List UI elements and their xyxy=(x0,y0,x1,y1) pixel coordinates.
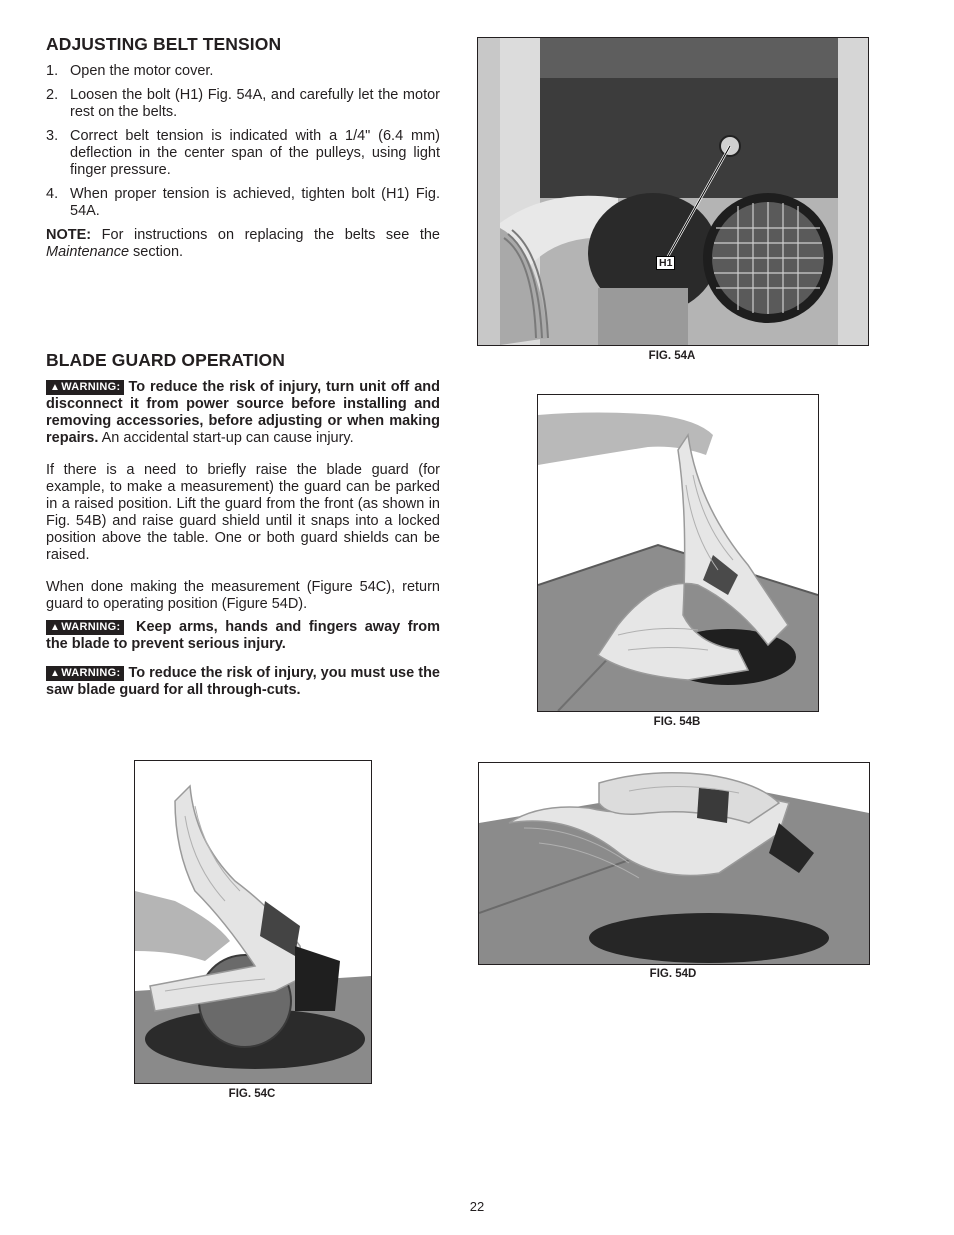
warning-paragraph-1: ▲WARNING: To reduce the risk of injury, turn unit off and disconnect it from power source before installing and removing accessories, before adjusting or when making repairs. An accidental start-up can cause injury. xyxy=(46,379,440,446)
guard-paragraph-2: When done making the measurement (Figure 54C), return guard to operating position (Figure 54D). xyxy=(46,579,440,612)
warning-badge: ▲WARNING: xyxy=(46,666,124,681)
list-item: 1. Open the motor cover. xyxy=(46,63,214,79)
belt-tension-section xyxy=(46,34,440,261)
figure-54c-caption: FIG. 54C xyxy=(228,1088,276,1100)
blade-guard-section xyxy=(46,350,440,699)
warning-triangle-icon: ▲ xyxy=(50,622,61,633)
guard-lift-photo-illustration xyxy=(538,395,818,711)
guard-paragraph-1: If there is a need to briefly raise the blade guard (for example, to make a measurement) the guard can be parked in a raised position. Lift the guard from the front (as shown in Fig. 54B) and raise guard shield until it snaps into a locked position above the table. One or both guard shields can be raised. xyxy=(46,462,440,563)
h1-callout-label: H1 xyxy=(656,256,675,270)
warning-badge: ▲WARNING: xyxy=(46,620,124,635)
belt-note: NOTE: For instructions on replacing the belts see the Maintenance section. xyxy=(46,227,440,260)
guard-operating-photo-illustration xyxy=(479,763,869,964)
motor-photo-illustration xyxy=(478,38,868,345)
figure-54b-photo xyxy=(537,394,819,712)
belt-tension-steps xyxy=(46,63,440,220)
figure-54a-photo xyxy=(477,37,869,346)
list-item: 2. Loosen the bolt (H1) Fig. 54A, and carefully let the motor rest on the belts. xyxy=(46,87,440,120)
list-item: 4. When proper tension is achieved, tighten bolt (H1) Fig. 54A. xyxy=(46,186,440,219)
figure-54c-photo xyxy=(134,760,372,1084)
guard-raised-photo-illustration xyxy=(135,761,371,1083)
list-item: 3. Correct belt tension is indicated with a 1/4" (6.4 mm) deflection in the center span of the pulleys, using light finger pressure. xyxy=(46,128,440,178)
figure-54d-caption: FIG. 54D xyxy=(649,968,697,980)
blade-guard-heading: BLADE GUARD OPERATION xyxy=(46,350,285,370)
page-number: 22 xyxy=(469,1199,485,1214)
warning-paragraph-3: ▲WARNING: To reduce the risk of injury, you must use the saw blade guard for all through-cuts. xyxy=(46,665,440,698)
figure-54d-photo xyxy=(478,762,870,965)
warning-badge: ▲WARNING: xyxy=(46,380,124,395)
warning-triangle-icon: ▲ xyxy=(50,382,61,393)
figure-54a-caption: FIG. 54A xyxy=(648,350,696,362)
warning-triangle-icon: ▲ xyxy=(50,668,61,679)
figure-54b-caption: FIG. 54B xyxy=(653,716,701,728)
warning-paragraph-2: ▲WARNING: Keep arms, hands and fingers away from the blade to prevent serious injury. xyxy=(46,619,440,652)
belt-tension-heading: ADJUSTING BELT TENSION xyxy=(46,34,282,54)
